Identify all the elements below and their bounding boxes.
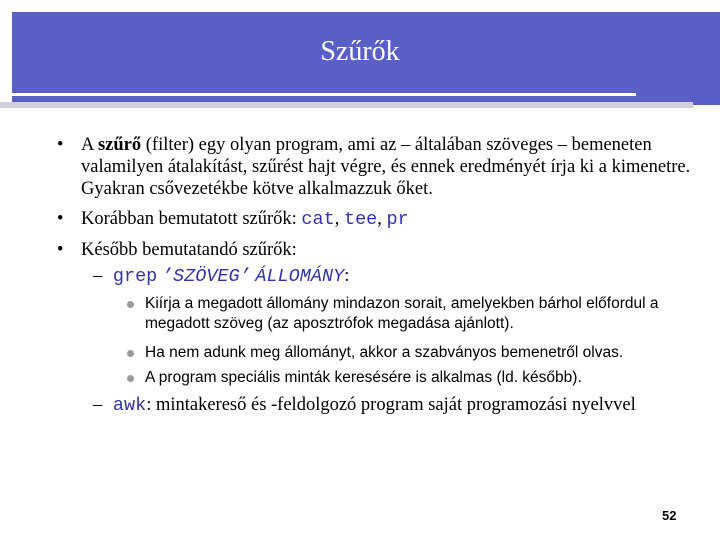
subitem-awk	[93, 394, 636, 417]
bullet-marker: •	[57, 135, 64, 155]
cmd-pr: pr	[386, 209, 409, 230]
grep-arg-file: ÁLLOMÁNY	[255, 266, 345, 287]
cmd-awk: awk	[112, 395, 147, 416]
bullet-marker: •	[57, 209, 64, 229]
cmd-cat: cat	[301, 209, 335, 230]
separator: ,	[377, 209, 387, 229]
cmd-tee: tee	[343, 209, 378, 230]
grep-detail-text: Ha nem adunk meg állományt, akkor a szabványos bemenetről olvas.	[145, 344, 624, 361]
awk-description: : mintakereső és -feldolgozó program saját programozási nyelvvel	[146, 395, 636, 415]
bullet-text: (filter) egy olyan program, ami az – általában szöveges – bemeneten valamilyen átalakítást, szűrést hajt végre, és ennek eredményét írja ki a kimenetre. Gyakran csővezetékbe kötve alkalmazzuk őket.	[81, 135, 691, 199]
slide-title: Szűrők	[320, 36, 400, 67]
cmd-grep: grep	[112, 266, 158, 287]
grep-detail-text: Kiírja a megadott állomány mindazon sorait, amelyekben bárhol előfordul a megadott szöveg (az aposztrófok megadása ajánlott).	[145, 295, 659, 332]
grep-detail-text: A program speciális minták keresésére is alkalmas (ld. később).	[145, 369, 582, 386]
bullet-text: Később bemutatandó szűrők:	[81, 240, 297, 260]
separator: ,	[334, 209, 344, 229]
dash-marker: –	[93, 266, 103, 286]
bullet-dot-icon	[127, 301, 134, 308]
grep-arg-text: ’SZÖVEG’	[161, 266, 251, 287]
bullet-dot-icon	[127, 375, 134, 382]
dash-marker: –	[93, 395, 103, 415]
page-number: 52	[662, 508, 677, 523]
filter-term: szűrő	[97, 135, 142, 155]
colon: :	[344, 266, 350, 286]
bullet-text: Korábban bemutatott szűrők:	[81, 209, 302, 229]
bullet-dot-icon	[127, 350, 134, 357]
subitem-grep	[93, 265, 349, 288]
bullet-marker: •	[57, 240, 64, 260]
bullet-text-prefix: A	[81, 135, 98, 155]
